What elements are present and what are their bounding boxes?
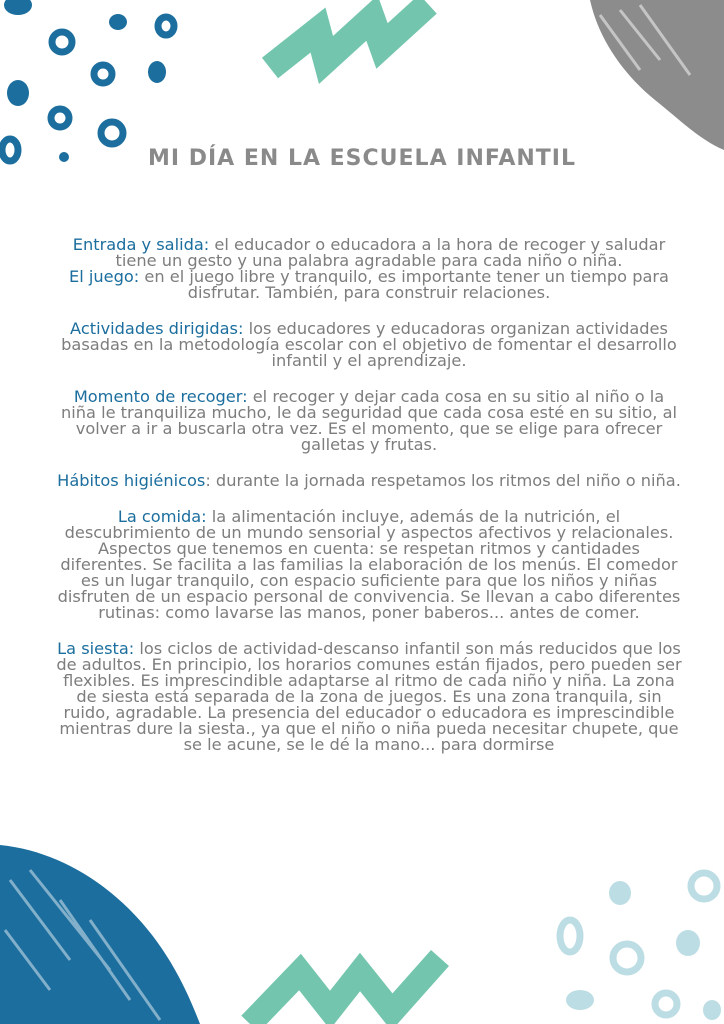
light-blue-dots-bottom-right <box>560 873 721 1020</box>
green-zigzag-bottom <box>250 958 440 1024</box>
page-title: MI DÍA EN LA ESCUELA INFANTIL <box>147 146 577 171</box>
section-text: los educadores y educadoras organizan actividades basadas en la metodología escolar con el objetivo de fomentar el desarrollo infantil y el aprendizaje. <box>61 319 677 370</box>
section-term: Momento de recoger: <box>73 387 248 406</box>
section-text: el recoger y dejar cada cosa en su sitio al niño o la niña le tranquiliza mucho, le da seguridad que cada cosa esté en su sitio, al volver a ir a buscarla otra vez. Es el momento, que se elige para ofrecer galletas y frutas. <box>60 387 677 454</box>
section-siesta <box>56 641 682 753</box>
blue-brush-bottom-left <box>0 845 200 1024</box>
section-term: Entrada y salida: <box>72 235 210 254</box>
section-term: La comida: <box>117 507 207 526</box>
section-text: la alimentación incluye, además de la nutrición, el descubrimiento de un mundo sensorial y aspectos afectivos y relacionales. Aspectos que tenemos en cuenta: se respetan ritmos y cantidades diferentes. Se facilita a las familias la elaboración de los menús. El comedor es un lugar tranquilo, con espacio suficiente para que los niños y niñas disfruten de un espacio personal de convivencia. Se llevan a cabo diferentes rutinas: como lavarse las manos, poner baberos... antes de comer. <box>57 507 681 622</box>
section-text: : durante la jornada respetamos los ritmos del niño o niña. <box>205 471 681 490</box>
section-text: en el juego libre y tranquilo, es importante tener un tiempo para disfrutar. También, para construir relaciones. <box>139 267 669 302</box>
section-text: el educador o educadora a la hora de recoger y saludar tiene un gesto y una palabra agradable para cada niño o niña. <box>115 235 666 270</box>
section-actividades-dirigidas <box>56 321 682 369</box>
gray-brush-top-right <box>590 0 724 150</box>
section-juego <box>56 269 682 301</box>
section-comida <box>56 509 682 621</box>
section-momento-recoger <box>56 389 682 453</box>
section-term: La siesta: <box>57 639 135 658</box>
section-term: El juego: <box>69 267 140 286</box>
section-term: Hábitos higiénicos <box>57 471 206 490</box>
content <box>56 237 682 753</box>
section-habitos-higienicos <box>56 473 682 489</box>
blue-dots-top-left <box>2 0 174 162</box>
green-zigzag-top <box>270 4 428 68</box>
section-text: los ciclos de actividad-descanso infantil son más reducidos que los de adultos. En principio, los horarios comunes están fijados, pero pueden ser flexibles. Es imprescindible adaptarse al ritmo de cada niño y niña. La zona de siesta está separada de la zona de juegos. Es una zona tranquila, sin ruido, agradable. La presencia del educador o educadora es imprescindible mientras dure la siesta., ya que el niño o niña pueda necesitar chupete, que se le acune, se le dé la mano... para dormirse <box>56 639 682 754</box>
section-entrada-salida <box>56 237 682 269</box>
section-term: Actividades dirigidas: <box>70 319 244 338</box>
